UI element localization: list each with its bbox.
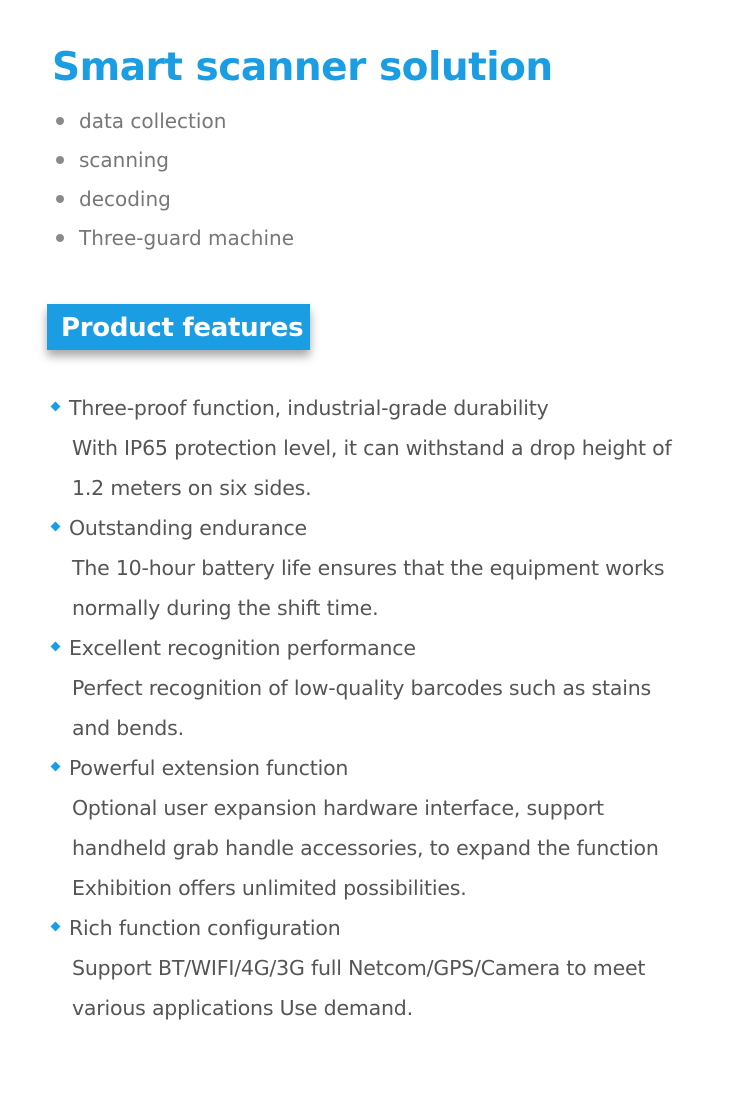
list-item xyxy=(56,219,294,258)
feature-description-line: normally during the shift time. xyxy=(72,596,379,620)
section-title: Product features xyxy=(61,313,304,343)
feature-heading-row xyxy=(50,628,740,668)
feature-heading: Rich function configuration xyxy=(69,916,341,940)
solution-bullet-list xyxy=(56,102,294,258)
feature-description-line: Support BT/WIFI/4G/3G full Netcom/GPS/Camera to meet xyxy=(72,956,646,980)
feature-description-line: The 10-hour battery life ensures that the equipment works xyxy=(72,556,665,580)
list-item xyxy=(56,102,294,141)
feature-description-line: Optional user expansion hardware interface, support xyxy=(72,796,604,820)
dot-icon xyxy=(56,195,64,203)
list-item-label: decoding xyxy=(79,187,171,211)
diamond-icon xyxy=(51,761,61,771)
diamond-icon xyxy=(51,641,61,651)
feature-description-line: handheld grab handle accessories, to expand the function xyxy=(72,836,659,860)
list-item-label: scanning xyxy=(79,148,169,172)
feature-heading-row xyxy=(50,388,740,428)
diamond-icon xyxy=(51,521,61,531)
feature-heading: Powerful extension function xyxy=(69,756,349,780)
feature-heading-row xyxy=(50,748,740,788)
feature-heading-row xyxy=(50,508,740,548)
section-banner xyxy=(47,304,310,350)
list-item xyxy=(56,180,294,219)
feature-heading: Excellent recognition performance xyxy=(69,636,416,660)
list-item-label: Three-guard machine xyxy=(79,226,294,250)
feature-list xyxy=(50,388,740,1028)
dot-icon xyxy=(56,117,64,125)
page-title: Smart scanner solution xyxy=(52,45,553,90)
feature-description-line: various applications Use demand. xyxy=(72,996,413,1020)
dot-icon xyxy=(56,156,64,164)
feature-item xyxy=(50,388,740,508)
feature-item xyxy=(50,508,740,628)
diamond-icon xyxy=(51,921,61,931)
diamond-icon xyxy=(51,401,61,411)
dot-icon xyxy=(56,234,64,242)
feature-description-line: 1.2 meters on six sides. xyxy=(72,476,312,500)
feature-heading: Outstanding endurance xyxy=(69,516,307,540)
feature-item xyxy=(50,748,740,908)
list-item-label: data collection xyxy=(79,109,227,133)
feature-description-line: With IP65 protection level, it can withstand a drop height of xyxy=(72,436,672,460)
list-item xyxy=(56,141,294,180)
feature-description-line: and bends. xyxy=(72,716,184,740)
feature-heading: Three-proof function, industrial-grade durability xyxy=(69,396,549,420)
feature-item xyxy=(50,908,740,1028)
feature-description-line: Perfect recognition of low-quality barcodes such as stains xyxy=(72,676,651,700)
feature-item xyxy=(50,628,740,748)
feature-heading-row xyxy=(50,908,740,948)
feature-description-line: Exhibition offers unlimited possibilities. xyxy=(72,876,467,900)
